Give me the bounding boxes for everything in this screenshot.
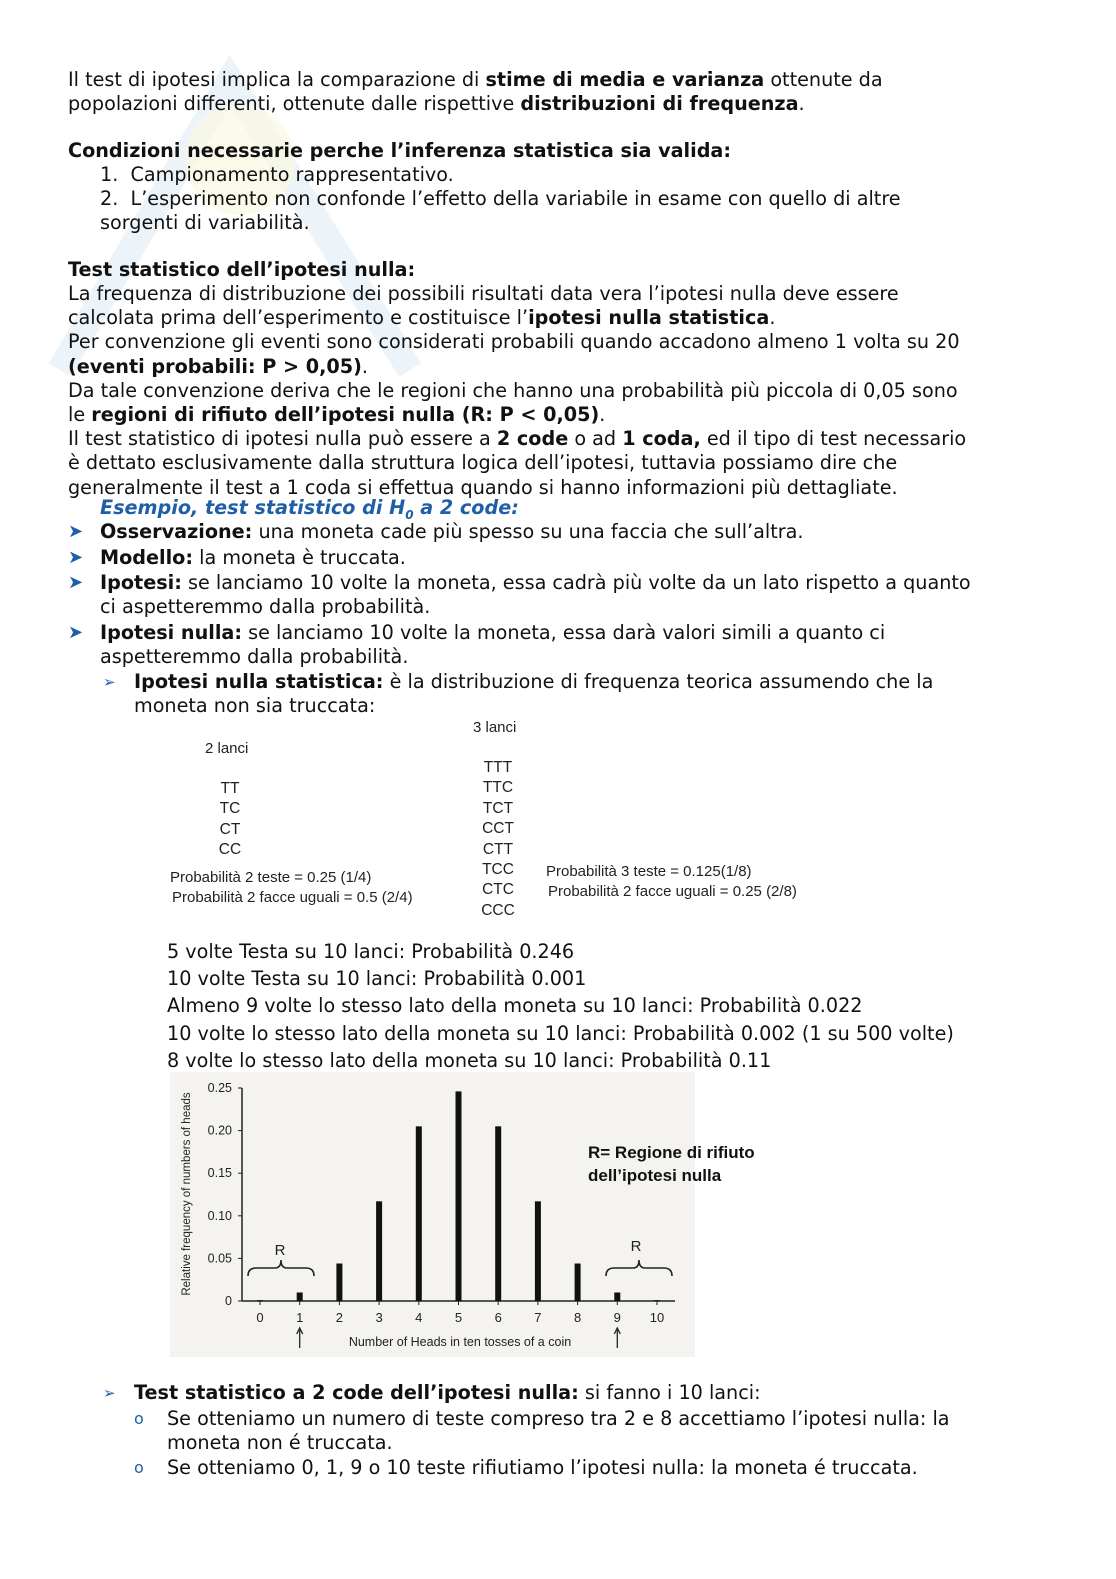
bar-10 <box>654 1300 660 1301</box>
bar-5 <box>456 1091 462 1301</box>
sub-bullet-arrow-icon: ➢ <box>103 673 116 691</box>
intro-paragraph: Il test di ipotesi implica la comparazione di stime di media e varianza ottenute da popolazioni differenti, ottenute dalle rispettive distribuzioni di frequenza. <box>68 68 883 116</box>
example-title: Esempio, test statistico di $H_0$ a 2 code: <box>100 496 519 522</box>
probabilities-list <box>167 938 954 1074</box>
bullet-arrow-icon: ➤ <box>68 521 84 542</box>
x-tick-label: 6 <box>494 1310 502 1325</box>
sub-bullet-arrow-icon: ➢ <box>103 1384 116 1402</box>
x-tick-label: 3 <box>375 1310 383 1325</box>
y-axis-label: Relative frequency of numbers of heads <box>181 1092 193 1296</box>
coin-toss-bar-chart <box>170 1072 755 1357</box>
probability-line: 8 volte lo stesso lato della moneta su 10 lanci: Probabilità 0.11 <box>167 1048 772 1072</box>
bullet-arrow-icon: ➤ <box>68 622 84 643</box>
x-tick-label: 8 <box>573 1310 582 1325</box>
probability-line: 5 volte Testa su 10 lanci: Probabilità 0.246 <box>167 940 575 963</box>
x-tick-label: 9 <box>613 1310 621 1325</box>
final-item-reject: Se otteniamo 0, 1, 9 o 10 teste rifiutiamo l’ipotesi nulla: la moneta é truccata. <box>167 1456 918 1479</box>
condition-item-1: 1. Campionamento rappresentativo. <box>100 163 454 186</box>
x-tick-label: 7 <box>534 1310 542 1325</box>
bar-9 <box>614 1292 620 1301</box>
bar-8 <box>575 1264 581 1301</box>
two-tosses-title: 2 lanci <box>205 740 249 757</box>
y-tick-label: 0.05 <box>207 1251 232 1266</box>
three-tosses-prob-same: Probabilità 2 facce uguali = 0.25 (2/8) <box>548 883 797 900</box>
null-test-body: La frequenza di distribuzione dei possibili risultati data vera l’ipotesi nulla deve essere calcolata prima dell’esperimento e costituisce l’ipotesi nulla statistica. Per convenzione gli eventi sono considerati probabili quando accadono almeno 1 volta su 20 (eventi probabili: P > 0,05). Da tale convenzione deriva che le regioni che hanno una probabilità più piccola di 0,05 sono le regioni di rifiuto dell’ipotesi nulla (R: P < 0,05). Il test statistico di ipotesi nulla può essere a 2 code o ad 1 coda, ed il tipo di test necessario è dettato esclusivamente dalla struttura logica dell’ipotesi, tuttavia possiamo dire che generalmente il test a 1 coda si effettua quando si hanno informazioni più dettagliate. <box>68 282 967 499</box>
probability-line: Almeno 9 volte lo stesso lato della moneta su 10 lanci: Probabilità 0.022 <box>167 994 863 1018</box>
region-label-right: R <box>630 1238 642 1255</box>
x-tick-label: 5 <box>454 1310 463 1325</box>
null-test-heading: Test statistico dell’ipotesi nulla: <box>68 258 416 281</box>
three-tosses-outcomes: TTT TTC TCT CCT CTT TCC CTC CCC <box>481 759 515 919</box>
two-tosses-outcomes: TT TC CT CC <box>218 780 242 859</box>
sub-bullet-statistical-null: Ipotesi nulla statistica: è la distribuzione di frequenza teorica assumendo che la moneta non sia truccata: <box>134 670 934 718</box>
annotation-line-2: dell’ipotesi nulla <box>588 1166 722 1185</box>
bullet-arrow-icon: ➤ <box>68 547 84 568</box>
bar-7 <box>535 1201 541 1301</box>
condition-item-2: 2. L’esperimento non confonde l’effetto della variabile in esame con quello di altre sorgenti di variabilità. <box>100 187 901 235</box>
probability-line: 10 volte Testa su 10 lanci: Probabilità 0.001 <box>167 967 587 991</box>
bar-3 <box>376 1201 382 1301</box>
annotation-line-1: R= Regione di rifiuto <box>588 1143 755 1162</box>
circle-bullet-icon: o <box>134 1458 144 1477</box>
region-label-left: R <box>274 1242 286 1259</box>
bullet-hypothesis: Ipotesi: se lanciamo 10 volte la moneta, essa cadrà più volte da un lato rispetto a quanto ci aspetteremmo dalla probabilità. <box>100 571 971 619</box>
final-test-bullet: Test statistico a 2 code dell’ipotesi nulla: si fanno i 10 lanci: <box>134 1381 761 1404</box>
bar-6 <box>495 1126 501 1301</box>
bullet-model: Modello: la moneta è truccata. <box>100 546 406 569</box>
conditions-heading: Condizioni necessarie perche l’inferenza statistica sia valida: <box>68 139 732 162</box>
two-tosses-prob-heads: Probabilità 2 teste = 0.25 (1/4) <box>170 869 372 886</box>
probability-line: 10 volte lo stesso lato della moneta su 10 lanci: Probabilità 0.002 (1 su 500 volte) <box>167 1021 954 1045</box>
bullet-null-hypothesis: Ipotesi nulla: se lanciamo 10 volte la moneta, essa darà valori simili a quanto ci aspetteremmo dalla probabilità. <box>100 621 886 669</box>
x-tick-label: 2 <box>335 1310 344 1325</box>
bar-0 <box>257 1300 263 1301</box>
x-tick-label: 0 <box>256 1310 264 1325</box>
bullet-observation: Osservazione: una moneta cade più spesso su una faccia che sull’altra. <box>100 520 804 543</box>
bar-1 <box>297 1292 303 1301</box>
bullet-arrow-icon: ➤ <box>68 572 84 593</box>
x-tick-label: 4 <box>415 1310 423 1325</box>
two-tosses-prob-same: Probabilità 2 facce uguali = 0.5 (2/4) <box>172 889 413 906</box>
x-tick-label: 1 <box>296 1310 304 1325</box>
three-tosses-title: 3 lanci <box>473 719 517 736</box>
y-tick-label: 0 <box>225 1294 232 1308</box>
circle-bullet-icon: o <box>134 1409 144 1428</box>
x-axis-label: Number of Heads in ten tosses of a coin <box>348 1335 572 1349</box>
bar-4 <box>416 1126 422 1301</box>
y-tick-label: 0.10 <box>207 1208 232 1223</box>
x-tick-label: 10 <box>649 1310 665 1325</box>
y-tick-label: 0.25 <box>207 1081 232 1095</box>
three-tosses-prob-heads: Probabilità 3 teste = 0.125(1/8) <box>546 863 752 880</box>
y-tick-label: 0.15 <box>207 1166 232 1181</box>
final-item-accept: Se otteniamo un numero di teste compreso tra 2 e 8 accettiamo l’ipotesi nulla: la moneta non é truccata. <box>167 1407 950 1455</box>
bar-2 <box>336 1264 342 1301</box>
y-tick-label: 0.20 <box>207 1123 232 1138</box>
